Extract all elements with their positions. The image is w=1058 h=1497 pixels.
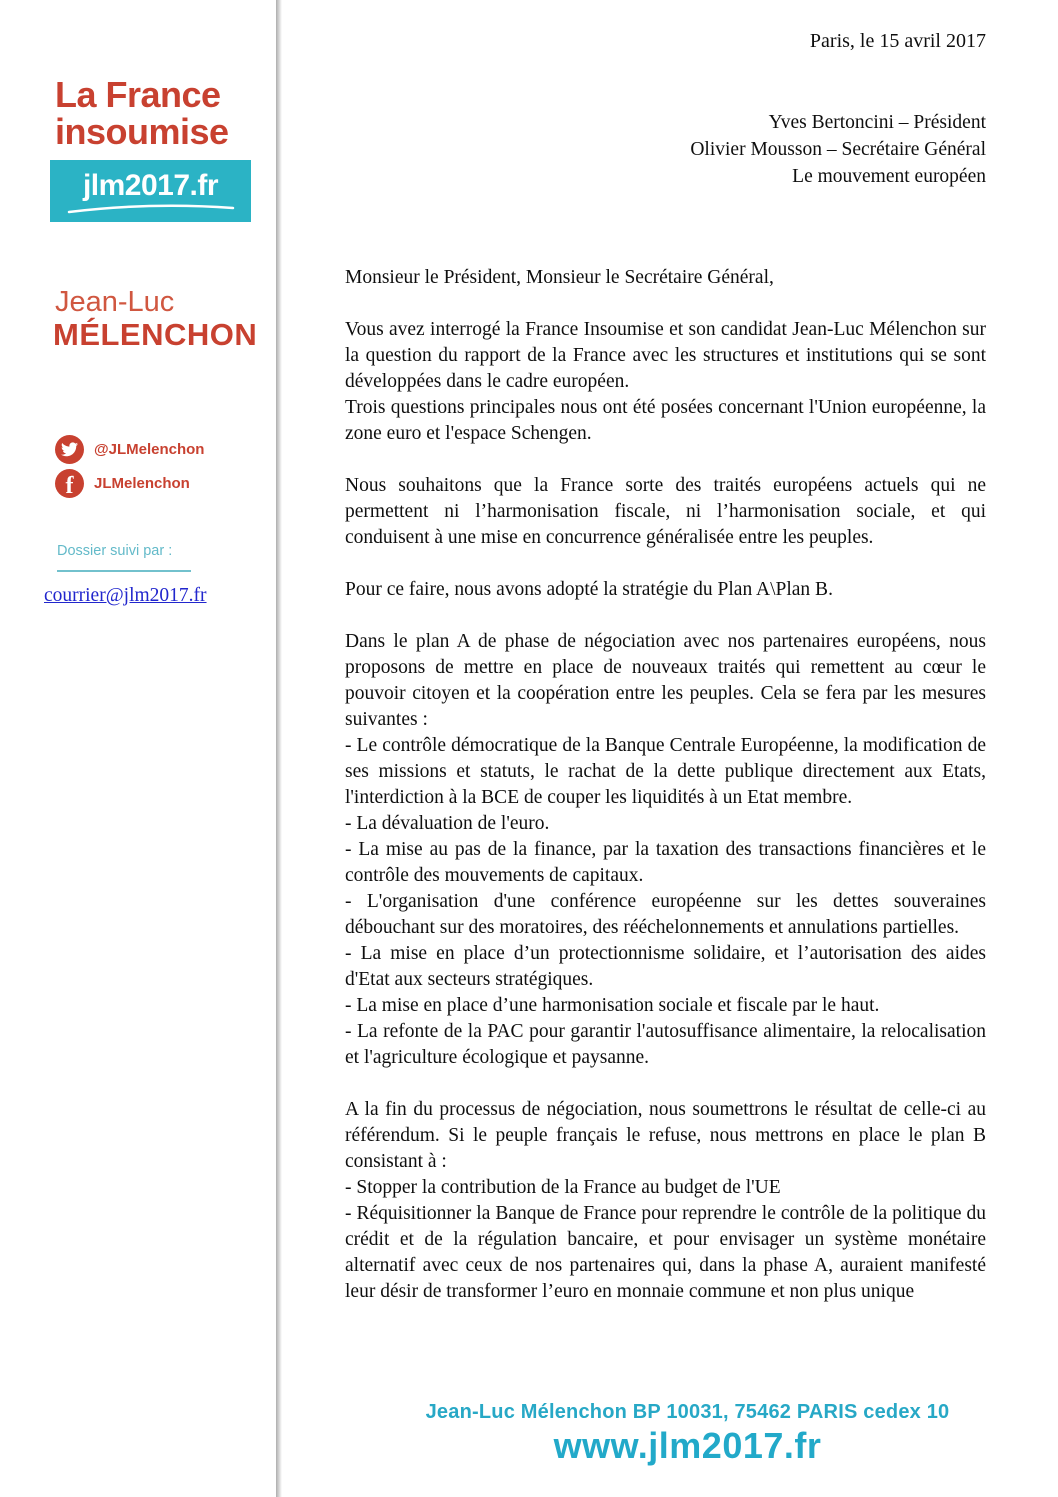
footer-address: Jean-Luc Mélenchon BP 10031, 75462 PARIS cedex 10 (425, 1401, 950, 1423)
letterhead-sidebar (0, 0, 276, 1497)
dossier-label: Dossier suivi par : (57, 543, 173, 559)
paragraph: Vous avez interrogé la France Insoumise et son candidat Jean-Luc Mélenchon sur la question du rapport de la France avec les structures et institutions qui se sont développées dans le cadre européen. (345, 319, 986, 392)
salutation: Monsieur le Président, Monsieur le Secrétaire Général, (345, 267, 774, 288)
logo-underline-swoosh (66, 201, 236, 215)
paragraph: Dans le plan A de phase de négociation avec nos partenaires européens, nous proposons de mettre en place de nouveaux traités qui remettent au cœur le pouvoir citoyen et la coopération entre les peuples. Cela se fera par les mesures suivantes : (345, 631, 986, 730)
twitter-row (55, 435, 204, 464)
facebook-row (55, 469, 190, 498)
candidate-first-name: Jean-Luc (55, 286, 175, 318)
facebook-icon (55, 469, 84, 498)
paragraph: A la fin du processus de négociation, nous soumettrons le résultat de celle-ci au référendum. Si le peuple français le refuse, nous mettrons en place le plan B consistant à : (345, 1099, 986, 1172)
list-item: - La mise en place d’un protectionnisme solidaire, et l’autorisation des aides d'Etat aux secteurs stratégiques. (345, 943, 986, 990)
list-item: - L'organisation d'une conférence européenne sur les dettes souveraines débouchant sur des moratoires, des rééchelonnements et annulations partielles. (345, 891, 986, 938)
logo-line1: La France (55, 74, 221, 115)
movement-logo (55, 76, 229, 150)
twitter-handle: @JLMelenchon (94, 441, 205, 458)
jlm2017-logo-box (50, 160, 251, 222)
candidate-last-name: MÉLENCHON (53, 317, 258, 352)
paragraph: Pour ce faire, nous avons adopté la stratégie du Plan A\Plan B. (345, 579, 833, 600)
contact-email-link[interactable]: courrier@jlm2017.fr (44, 585, 207, 606)
list-item: - La mise au pas de la finance, par la taxation des transactions financières et le contrôle des mouvements de capitaux. (345, 839, 986, 886)
footer (345, 1401, 1030, 1467)
list-item: - La mise en place d’une harmonisation sociale et fiscale par le haut. (345, 995, 880, 1016)
recipient-line: Olivier Mousson – Secrétaire Général (690, 139, 986, 160)
letterhead-divider (276, 0, 282, 1497)
list-item: - Le contrôle démocratique de la Banque Centrale Européenne, la modification de ses missions et statuts, le rachat de la dette publique directement aux Etats, l'interdiction à la BCE de couper les liquidités à un Etat membre. (345, 735, 986, 808)
footer-website: www.jlm2017.fr (553, 1425, 822, 1466)
logo-site-label: jlm2017.fr (82, 169, 219, 202)
recipient-line: Yves Bertoncini – Président (768, 112, 986, 133)
list-item: - La refonte de la PAC pour garantir l'autosuffisance alimentaire, la relocalisation et l'agriculture écologique et paysanne. (345, 1021, 986, 1068)
dossier-underline (57, 570, 191, 572)
list-item: - Stopper la contribution de la France au budget de l'UE (345, 1177, 781, 1198)
logo-line2: insoumise (55, 111, 229, 152)
date-line: Paris, le 15 avril 2017 (809, 30, 986, 52)
list-item: - La dévaluation de l'euro. (345, 813, 550, 834)
recipient-line: Le mouvement européen (792, 166, 986, 187)
facebook-handle: JLMelenchon (94, 475, 190, 492)
twitter-icon (55, 435, 84, 464)
facebook-icon-glyph: f (65, 472, 74, 499)
paragraph: Nous souhaitons que la France sorte des traités européens actuels qui ne permettent ni l’harmonisation fiscale, ni l’harmonisation sociale, et qui conduisent à une mise en concurrence généralisée entre les peuples. (345, 475, 986, 548)
letter-text (345, 265, 986, 1305)
recipient-block (345, 109, 986, 190)
list-item: - Réquisitionner la Banque de France pour reprendre le contrôle de la politique du crédit et de la régulation bancaire, et pour envisager un système monétaire alternatif avec ceux de nos partenaires qui, dans la phase A, auraient manifesté leur désir de transformer l’euro en monnaie commune et non plus unique (345, 1203, 986, 1302)
paragraph: Trois questions principales nous ont été posées concernant l'Union européenne, la zone euro et l'espace Schengen. (345, 397, 986, 444)
